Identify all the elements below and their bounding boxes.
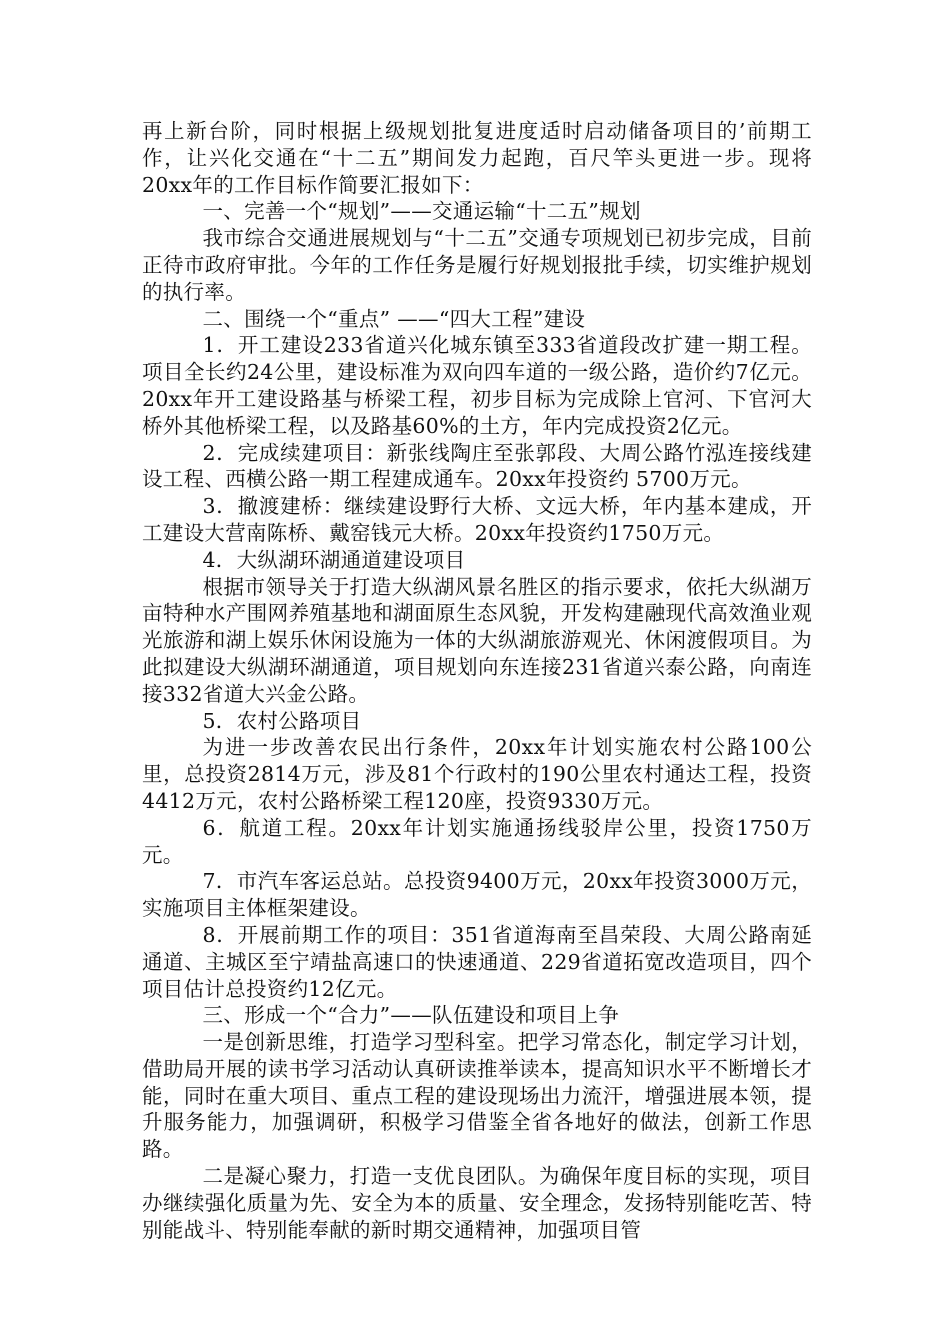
item-3-bridges: 3．撤渡建桥：继续建设野行大桥、文远大桥，年内基本建成，开工建设大营南陈桥、戴窑钱元大桥。20xx年投资约1750万元。	[142, 494, 812, 545]
item-4-lake-road-body: 根据市领导关于打造大纵湖风景名胜区的指示要求，依托大纵湖万亩特种水产围网养殖基地和湖面原生态风貌，开发构建融现代高效渔业观光旅游和湖上娱乐休闲设施为一体的大纵湖旅游观光、休闲渡假项目。为此拟建设大纵湖环湖通道，项目规划向东连接231省道兴泰公路，向南连接332省道大兴金公路。	[142, 574, 812, 706]
item-5-heading: 5．农村公路项目	[202, 708, 362, 733]
item-7-bus-station: 7．市汽车客运总站。总投资9400万元，20xx年投资3000万元，实施项目主体框架建设。	[142, 869, 812, 921]
item-6-waterway: 6．航道工程。20xx年计划实施通扬线驳岸公里，投资1750万元。	[142, 815, 812, 867]
section-heading-team: 三、形成一个“合力”——队伍建设和项目上争	[202, 1003, 620, 1028]
item-5-rural-roads-body: 为进一步改善农民出行条件，20xx年计划实施农村公路100公里，总投资2814万元，涉及81个行政村的190公里农村通达工程，投资4412万元，农村公路桥梁工程120座，投资9330万元。	[142, 735, 812, 813]
item-2-continuing-projects: 2．完成续建项目：新张线陶庄至张郭段、大周公路竹泓连接线建设工程、西横公路一期工程建成通车。20xx年投资约 5700万元。	[142, 440, 812, 492]
item-4-heading: 4．大纵湖环湖通道建设项目	[202, 547, 466, 572]
paragraph-planning-status: 我市综合交通进展规划与“十二五”交通专项规划已初步完成，目前正待市政府审批。今年的工作任务是履行好规划报批手续，切实维护规划的执行率。	[142, 226, 812, 304]
item-8-preliminary-projects: 8．开展前期工作的项目：351省道海南至昌荣段、大周公路南延通道、主城区至宁靖盐高速口的快速通道、229省道拓宽改造项目，四个项目估计总投资约12亿元。	[142, 922, 812, 1001]
section-heading-planning: 一、完善一个“规划”——交通运输“十二五”规划	[202, 199, 641, 224]
paragraph-intro-continuation: 再上新台阶，同时根据上级规划批复进度适时启动储备项目的’前期工作，让兴化交通在“十二五”期间发力起跑，百尺竿头更进一步。现将20xx年的工作目标作简要汇报如下：	[142, 119, 812, 197]
section-heading-four-projects: 二、围绕一个“重点” ——“四大工程”建设	[202, 306, 586, 331]
item-1-highway-expansion: 1．开工建设233省道兴化城东镇至333省道段改扩建一期工程。项目全长约24公里，建设标准为双向四车道的一级公路，造价约7亿元。20xx年开工建设路基与桥梁工程，初步目标为完成除上官河、下官河大桥外其他桥梁工程，以及路基60%的土方，年内完成投资2亿元。	[142, 333, 812, 438]
document-page	[142, 118, 812, 1243]
paragraph-learning: 一是创新思维，打造学习型科室。把学习常态化，制定学习计划，借助局开展的读书学习活动认真研读推举读本，提高知识水平不断增长才能，同时在重大项目、重点工程的建设现场出力流汗，增强进展本领，提升服务能力，加强调研，积极学习借鉴全省各地好的做法，创新工作思路。	[142, 1030, 812, 1162]
paragraph-team-building: 二是凝心聚力，打造一支优良团队。为确保年度目标的实现，项目办继续强化质量为先、安全为本的质量、安全理念，发扬特别能吃苦、特别能战斗、特别能奉献的新时期交通精神，加强项目管	[142, 1164, 812, 1242]
